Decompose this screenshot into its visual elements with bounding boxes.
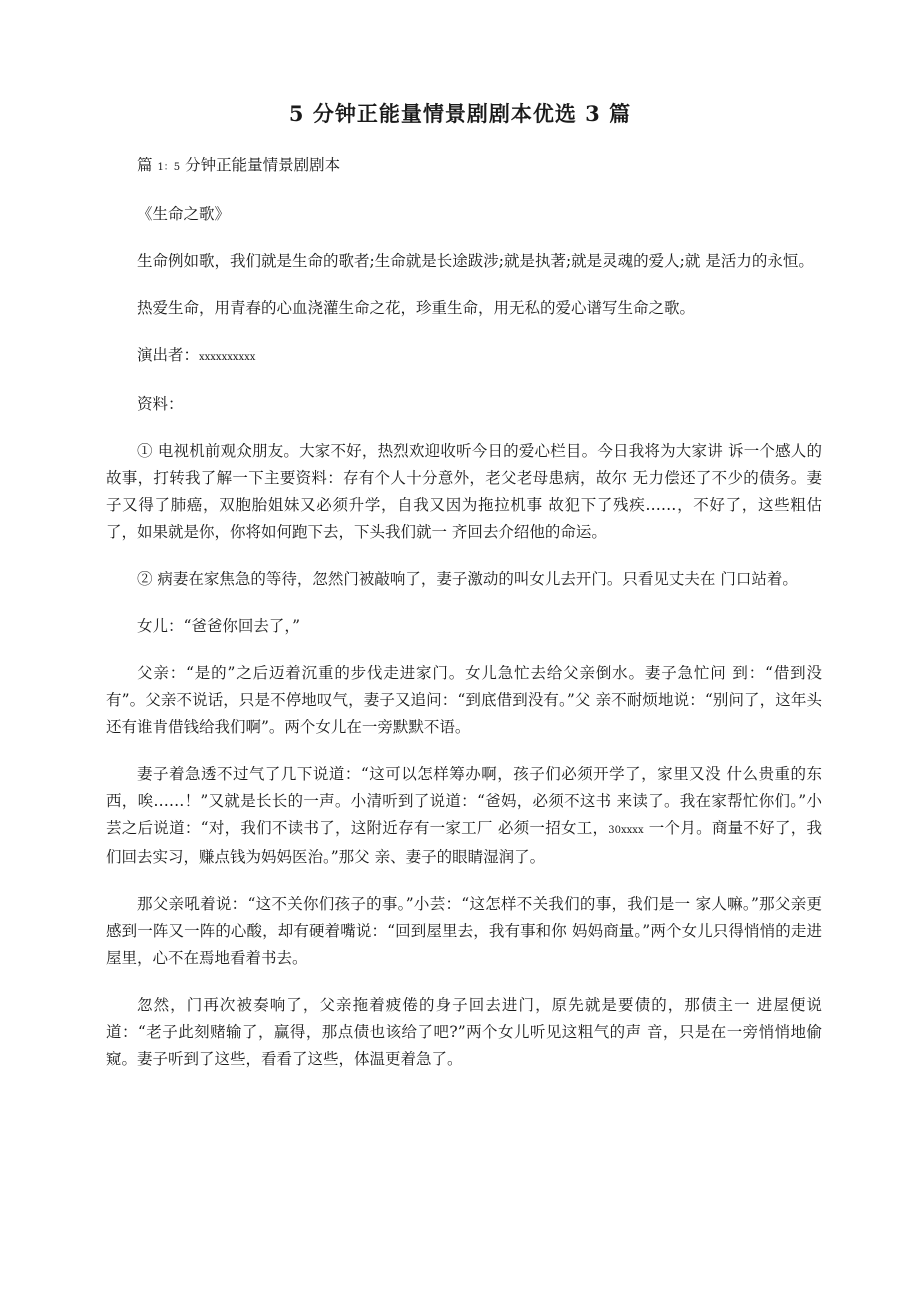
materials-label: 资料： [137, 395, 184, 413]
paragraph-5-part-b: 一个月。商量不好了，我们回去实习，赚点钱为妈妈医治。”那父 亲、妻子的眼睛湿润了。 [106, 819, 822, 866]
paragraph-5-part-a: 妻子着急透不过气了几下说道：“这可以怎样筹办啊，孩子们必须开学了，家里又没 什么贵重的东西，唉……！”又就是长长的一声。小清听到了说道：“爸妈，必须不这书 来读了。我在家帮忙你们。”小芸之后说道：“对，我们不读书了，这附近存有一家工厂 必须一招女工， [106, 765, 822, 837]
section-number: 1：5 [157, 162, 181, 173]
paragraph-2: ② 病妻在家焦急的等待，忽然门被敲响了，妻子激动的叫女儿去开门。只看见丈夫在 门口站着。 [137, 570, 798, 588]
paragraph-1: ① 电视机前观众朋友。大家不好，热烈欢迎收听今日的爱心栏目。今日我将为大家讲 诉一个感人的故事，打转我了解一下主要资料：存有个人十分意外，老父老母患病，故尔 无力偿还了不少的债务。妻子又得了肺癌，双胞胎姐妹又必须升学，自我又因为拖拉机事 故犯下了残疾……，不好了，这些粗估了，如果就是你，你将如何跑下去，下头我们就一 齐回去介绍他的命运。 [106, 442, 822, 541]
play-title: 《生命之歌》 [137, 205, 231, 223]
performer-label: 演出者： [137, 346, 200, 364]
paragraph-7: 忽然，门再次被奏响了，父亲拖着疲倦的身子回去进门，原先就是要债的，那债主一 进屋便说道：“老子此刻赌输了，赢得，那点债也该给了吧?”两个女儿听见这粗气的声 音，只是在一旁悄悄地偷窥。妻子听到了这些，看看了这些，体温更着急了。 [106, 996, 822, 1068]
section-heading [106, 152, 822, 181]
paragraph-5-amount: 30xxxx [608, 825, 644, 836]
paragraph-3: 女儿：“爸爸你回去了，” [137, 617, 301, 635]
intro-paragraph-2: 热爱生命，用青春的心血浇灌生命之花，珍重生命，用无私的爱心谱写生命之歌。 [137, 299, 696, 317]
performer-line [106, 342, 822, 371]
performer-value: xxxxxxxxxx [199, 352, 256, 363]
intro-paragraph-1: 生命例如歌，我们就是生命的歌者;生命就是长途跋涉;就是执著;就是灵魂的爱人;就 是活力的永恒。 [137, 252, 814, 270]
paragraph-6: 那父亲吼着说：“这不关你们孩子的事。”小芸：“这怎样不关我们的事，我们是一 家人嘛。”那父亲更感到一阵又一阵的心酸，却有硬着嘴说：“回到屋里去，我有事和你 妈妈商量。”两个女儿只得悄悄的走进屋里，心不在焉地看着书去。 [106, 895, 822, 967]
paragraph-5 [106, 761, 822, 871]
section-prefix: 篇 [137, 156, 158, 174]
document-title: 5 分钟正能量情景剧剧本优选 3 篇 [288, 101, 632, 126]
section-title: 分钟正能量情景剧剧本 [180, 156, 341, 174]
paragraph-4: 父亲：“是的”之后迈着沉重的步伐走进家门。女儿急忙去给父亲倒水。妻子急忙问 到：“借到没有”。父亲不说话，只是不停地叹气，妻子又追问：“到底借到没有。”父 亲不耐烦地说：“别问了，这年头还有谁肯借钱给我们啊”。两个女儿在一旁默默不语。 [106, 664, 822, 736]
document-body [106, 152, 822, 1093]
